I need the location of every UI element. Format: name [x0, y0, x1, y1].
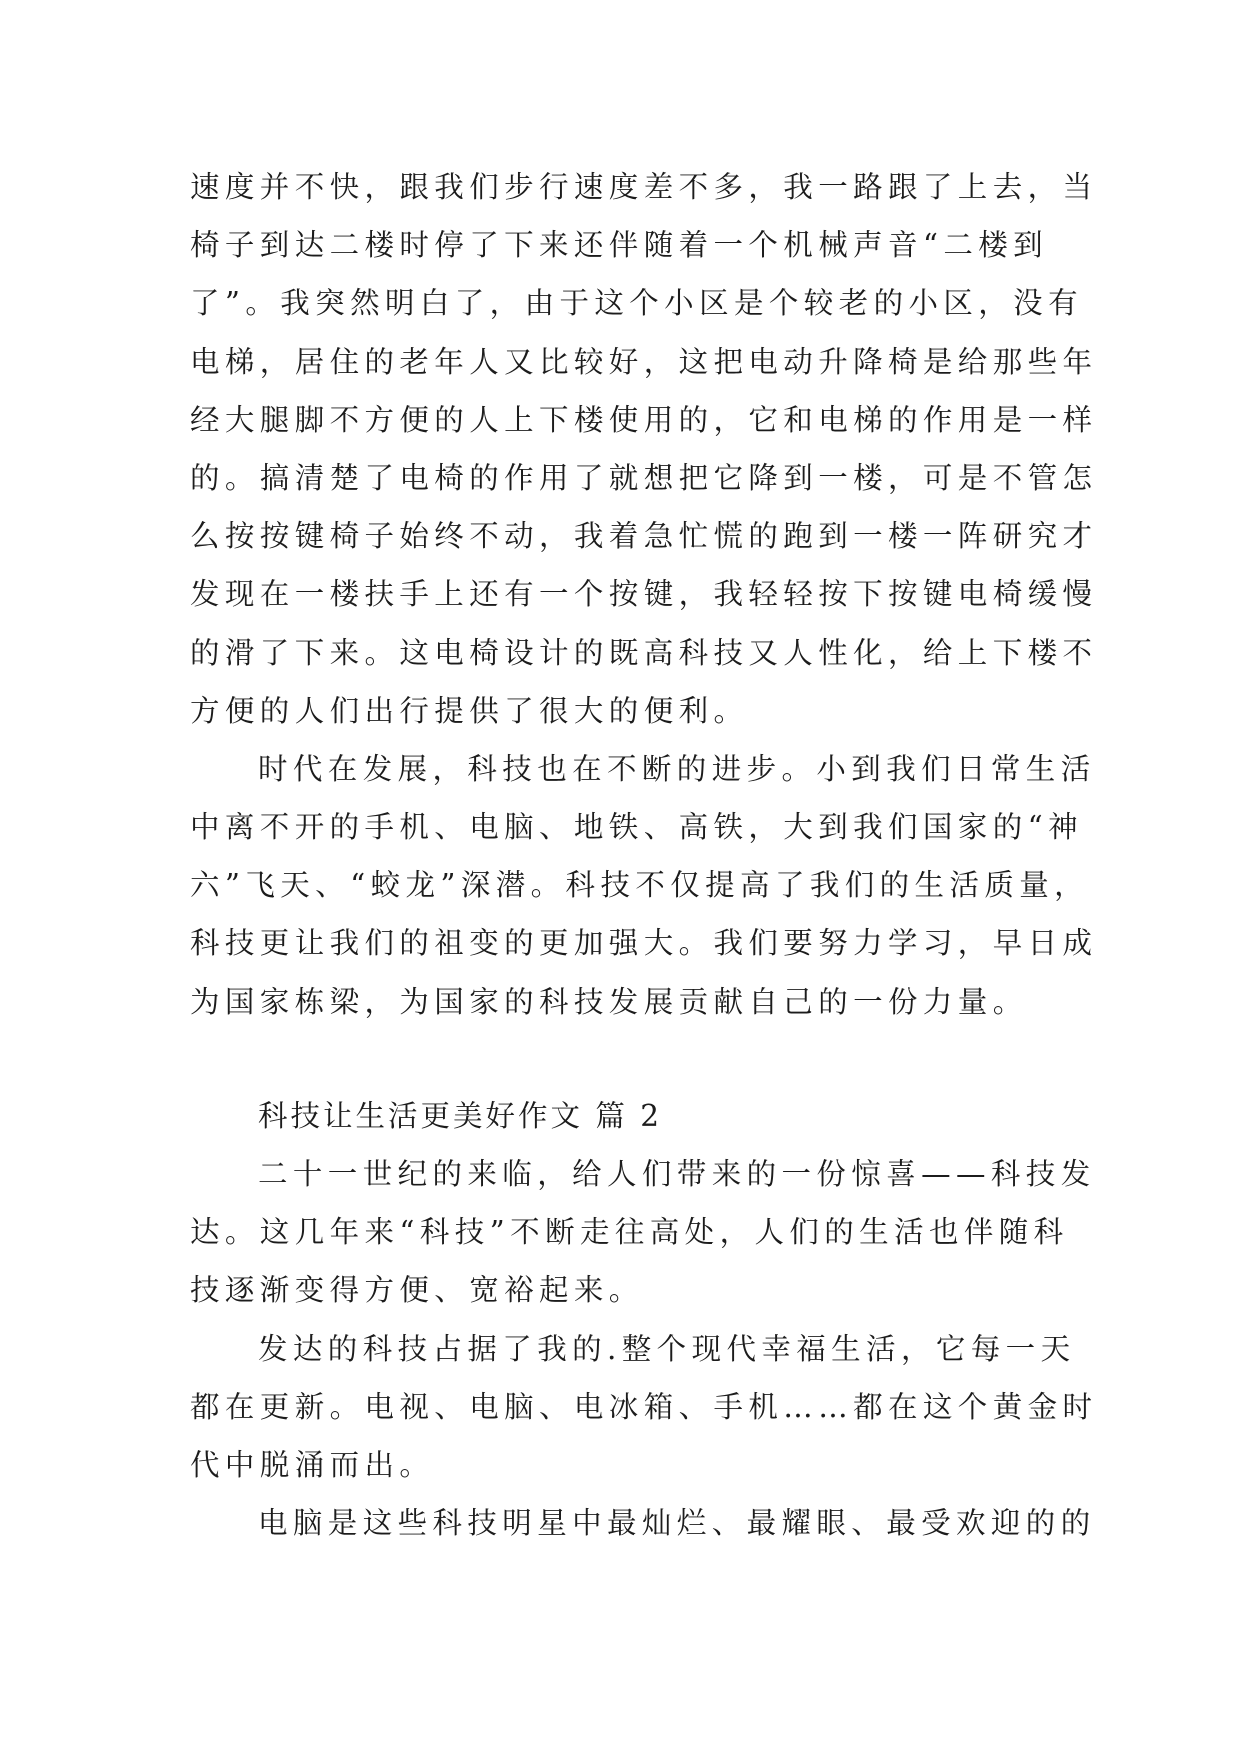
- section-gap: [190, 1031, 1052, 1087]
- text-line: 的滑了下来。这电椅设计的既高科技又人性化，给上下楼不: [190, 635, 1098, 670]
- text-line: 为国家栋梁，为国家的科技发展贡献自己的一份力量。: [190, 984, 1028, 1019]
- text-line: 科技更让我们的祖变的更加强大。我们要努力学习，早日成: [190, 926, 1098, 961]
- text-line: 代中脱涌而出。: [190, 1447, 435, 1482]
- text-line: 了”。我突然明白了，由于这个小区是个较老的小区，没有: [190, 286, 1083, 321]
- text-line: 方便的人们出行提供了很大的便利。: [190, 693, 749, 728]
- paragraph-21st-century: [190, 1145, 1096, 1320]
- text-line: 发现在一楼扶手上还有一个按键，我轻轻按下按键电椅缓慢: [190, 577, 1098, 612]
- paragraph-times-develop: [190, 740, 1098, 1031]
- text-line: 椅子到达二楼时停了下来还伴随着一个机械声音“二楼到: [190, 228, 1049, 263]
- paragraph-computer: [190, 1494, 1096, 1552]
- text-line: 电脑是这些科技明星中最灿烂、最耀眼、最受欢迎的的: [258, 1506, 1096, 1541]
- section-title: 科技让生活更美好作文 篇 2: [258, 1098, 663, 1133]
- text-line: 二十一世纪的来临，给人们带来的一份惊喜——科技发: [258, 1157, 1096, 1191]
- document-page: [190, 158, 1098, 1552]
- text-line: 速度并不快，跟我们步行速度差不多，我一路跟了上去，当: [190, 170, 1098, 204]
- paragraph-continued: [190, 158, 1098, 740]
- paragraph-developed-tech: [190, 1320, 1098, 1495]
- text-line: 技逐渐变得方便、宽裕起来。: [190, 1273, 644, 1308]
- text-line: 都在更新。电视、电脑、电冰箱、手机……都在这个黄金时: [190, 1389, 1098, 1424]
- text-line: 的。搞清楚了电椅的作用了就想把它降到一楼，可是不管怎: [190, 460, 1098, 495]
- text-line: 六”飞天、“蛟龙”深潜。科技不仅提高了我们的生活质量，: [190, 868, 1090, 903]
- text-line: 么按按键椅子始终不动，我着急忙慌的跑到一楼一阵研究才: [190, 519, 1098, 554]
- text-line: 达。这几年来“科技”不断走往高处，人们的生活也伴随科: [190, 1215, 1069, 1250]
- text-line: 经大腿脚不方便的人上下楼使用的，它和电梯的作用是一样: [190, 402, 1098, 437]
- text-line: 中离不开的手机、电脑、地铁、高铁，大到我们国家的“神: [190, 810, 1083, 845]
- text-line: 时代在发展，科技也在不断的进步。小到我们日常生活: [258, 751, 1096, 786]
- text-line: 电梯，居住的老年人又比较好，这把电动升降椅是给那些年: [190, 344, 1098, 379]
- text-line: 发达的科技占据了我的.整个现代幸福生活，它每一天: [258, 1331, 1076, 1366]
